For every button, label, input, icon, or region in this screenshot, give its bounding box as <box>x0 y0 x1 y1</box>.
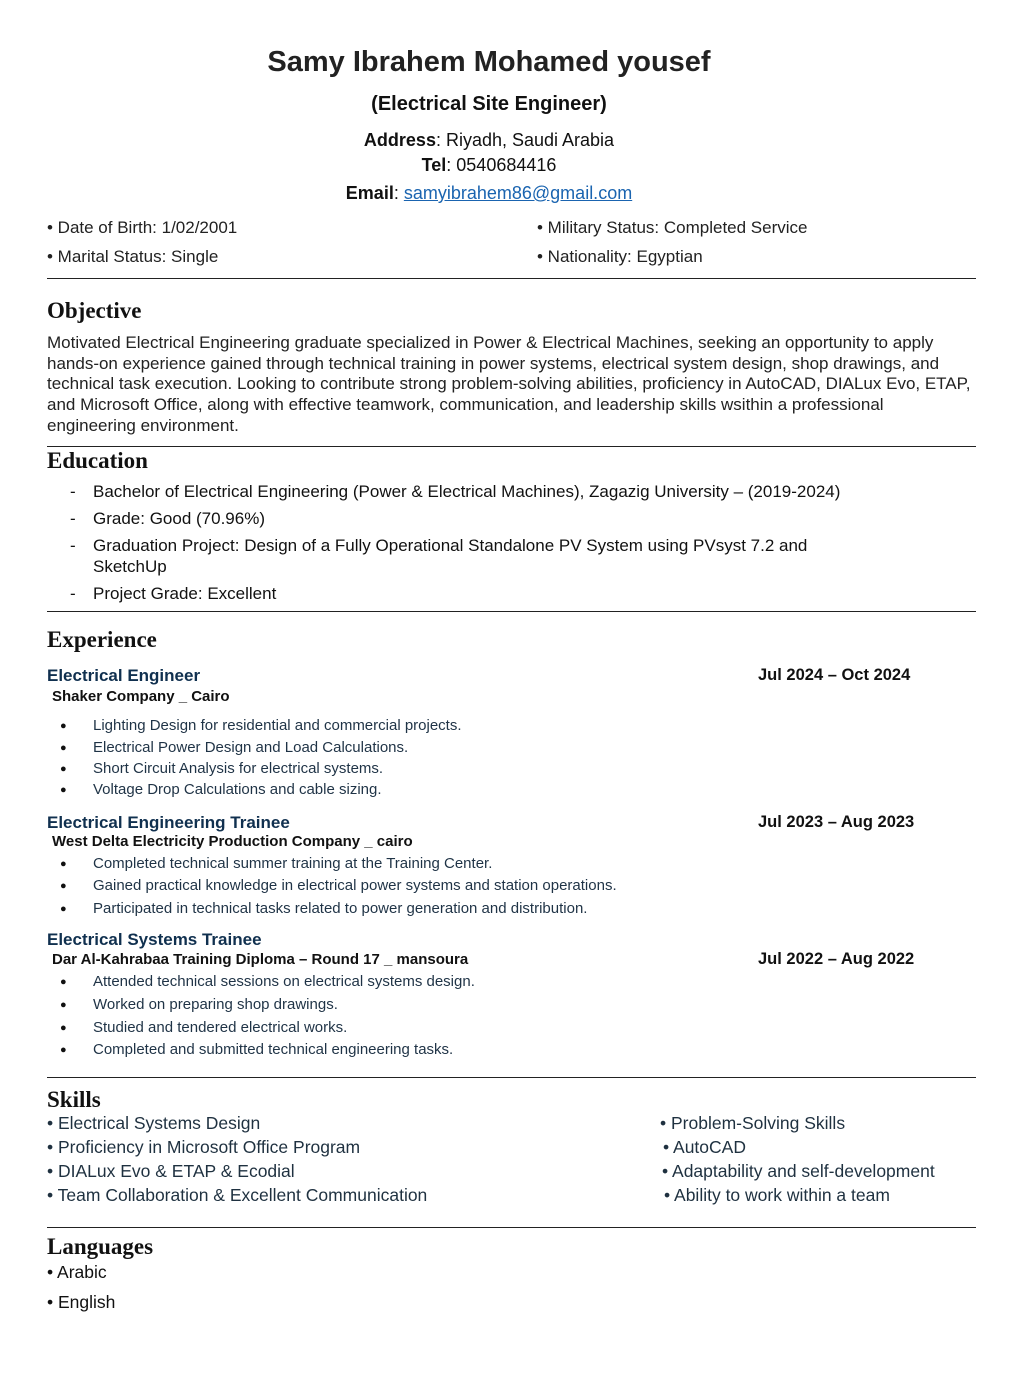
dash-marker: - <box>70 536 76 555</box>
company-name: Dar Al-Kahrabaa Training Diploma – Round 17 _ mansoura <box>52 951 469 968</box>
skill-item: • Electrical Systems Design <box>47 1113 261 1133</box>
education-item: Project Grade: Excellent <box>93 584 277 603</box>
bullet-icon: ● <box>60 976 67 988</box>
email-sep: : <box>393 183 404 203</box>
skills-heading: Skills <box>47 1087 101 1112</box>
skill-item: • Team Collaboration & Excellent Communication <box>47 1185 428 1205</box>
experience-heading: Experience <box>47 627 157 652</box>
candidate-name: Samy Ibrahem Mohamed yousef <box>267 46 711 78</box>
job-bullet: Voltage Drop Calculations and cable sizing. <box>93 781 382 798</box>
email-line <box>0 183 978 205</box>
education-item: SketchUp <box>93 557 167 576</box>
job-bullet: Gained practical knowledge in electrical power systems and station operations. <box>93 877 617 894</box>
bullet-icon: ● <box>60 1022 67 1034</box>
military-status: • Military Status: Completed Service <box>537 218 808 237</box>
tel-value: : 0540684416 <box>446 155 557 175</box>
education-heading: Education <box>47 448 148 473</box>
languages-heading: Languages <box>47 1234 154 1259</box>
job-bullet: Worked on preparing shop drawings. <box>93 996 338 1013</box>
marital-status: • Marital Status: Single <box>47 247 219 266</box>
bullet-icon: ● <box>60 880 67 892</box>
skill-item: • Proficiency in Microsoft Office Program <box>47 1137 361 1157</box>
company-name: West Delta Electricity Production Company _ cairo <box>52 833 413 850</box>
address-line <box>0 130 978 152</box>
bullet-icon: ● <box>60 858 67 870</box>
date-of-birth: • Date of Birth: 1/02/2001 <box>47 218 238 237</box>
job-bullet: Completed technical summer training at the Training Center. <box>93 855 493 872</box>
divider <box>47 278 976 279</box>
language-item: • English <box>47 1292 116 1312</box>
email-link[interactable]: samyibrahem86@gmail.com <box>403 183 633 203</box>
bullet-icon: ● <box>60 742 67 754</box>
email-label: Email <box>345 183 394 203</box>
tel-line <box>0 155 978 177</box>
divider <box>47 1227 976 1228</box>
divider <box>47 1077 976 1078</box>
education-item: Bachelor of Electrical Engineering (Power & Electrical Machines), Zagazig University – (2019-2024) <box>93 482 841 501</box>
skill-item: • DIALux Evo & ETAP & Ecodial <box>47 1161 295 1181</box>
divider <box>47 611 976 612</box>
job-title: Electrical Engineering Trainee <box>47 813 290 832</box>
job-bullet: Electrical Power Design and Load Calculations. <box>93 739 409 756</box>
dash-marker: - <box>70 482 76 501</box>
address-label: Address <box>363 130 436 150</box>
job-bullet: Lighting Design for residential and commercial projects. <box>93 717 462 734</box>
bullet-icon: ● <box>60 1044 67 1056</box>
skill-item: • Problem-Solving Skills <box>660 1113 846 1133</box>
divider <box>47 446 976 447</box>
dash-marker: - <box>70 509 76 528</box>
address-value: : Riyadh, Saudi Arabia <box>435 130 615 150</box>
skill-item: • Ability to work within a team <box>664 1185 890 1205</box>
language-item: • Arabic <box>47 1262 107 1282</box>
bullet-icon: ● <box>60 763 67 775</box>
job-dates: Jul 2024 – Oct 2024 <box>758 666 911 684</box>
bullet-icon: ● <box>60 720 67 732</box>
dash-marker: - <box>70 584 76 603</box>
job-bullet: Completed and submitted technical engineering tasks. <box>93 1041 454 1058</box>
objective-heading: Objective <box>47 298 142 323</box>
skill-item: • AutoCAD <box>663 1137 746 1157</box>
bullet-icon: ● <box>60 999 67 1011</box>
job-dates: Jul 2022 – Aug 2022 <box>758 950 915 968</box>
education-item: Grade: Good (70.96%) <box>93 509 265 528</box>
job-bullet: Participated in technical tasks related to power generation and distribution. <box>93 900 588 917</box>
job-dates: Jul 2023 – Aug 2023 <box>758 813 915 831</box>
skill-item: • Adaptability and self-development <box>662 1161 935 1181</box>
job-bullet: Studied and tendered electrical works. <box>93 1019 348 1036</box>
job-title: Electrical Engineer <box>47 666 201 685</box>
job-bullet: Short Circuit Analysis for electrical systems. <box>93 760 384 777</box>
bullet-icon: ● <box>60 784 67 796</box>
company-name: Shaker Company _ Cairo <box>52 688 230 705</box>
job-title: (Electrical Site Engineer) <box>371 93 607 115</box>
bullet-icon: ● <box>60 903 67 915</box>
job-title: Electrical Systems Trainee <box>47 930 262 949</box>
job-bullet: Attended technical sessions on electrical systems design. <box>93 973 475 990</box>
nationality: • Nationality: Egyptian <box>537 247 703 266</box>
objective-text: Motivated Electrical Engineering graduate specialized in Power & Electrical Machines, seeking an opportunity to apply hands-on experience gained through technical training in power systems, electrical system design, shop drawings, and technical task execution. Looking to contribute strong problem-solving abilities, proficiency in AutoCAD, DIALux Evo, ETAP, and Microsoft Office, along with effective teamwork, communication, and leadership skills wsithin a professional engineering environment. <box>47 333 971 435</box>
tel-label: Tel <box>421 155 447 175</box>
education-item: Graduation Project: Design of a Fully Operational Standalone PV System using PVsyst 7.2 and <box>93 536 808 555</box>
